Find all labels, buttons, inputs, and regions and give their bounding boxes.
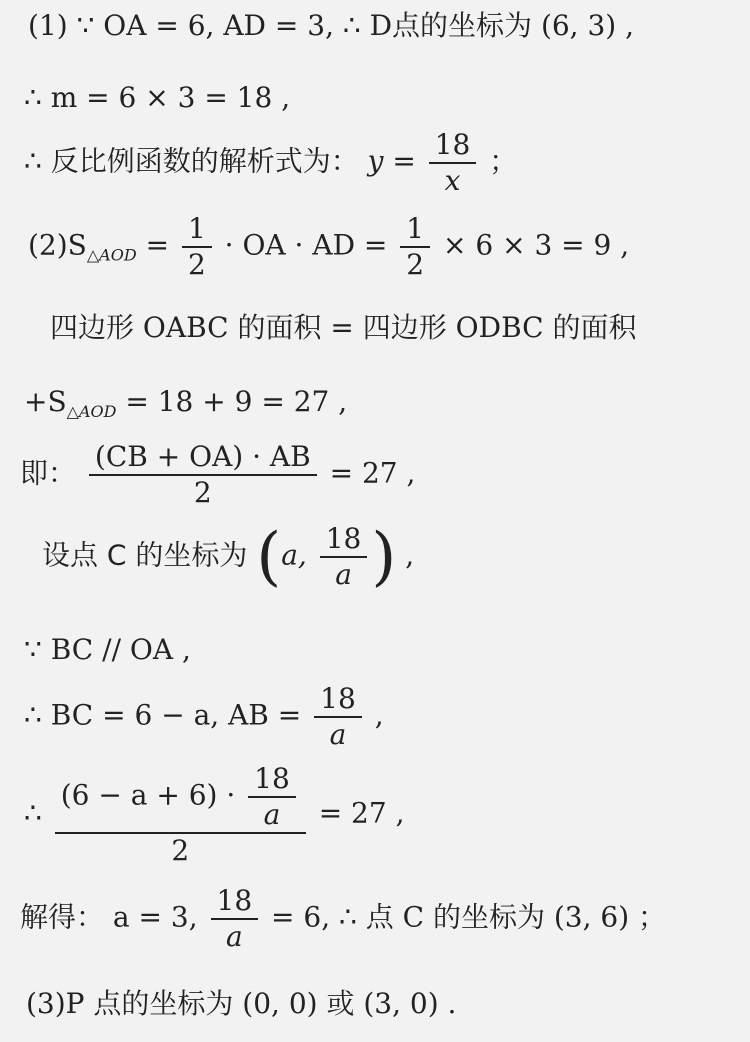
solution-line-8 [42,522,414,592]
line-3-prefix: ∴ 反比例函数的解析式为： [24,144,359,178]
line-7-denominator: 2 [193,476,212,509]
line-4-suffix: × 6 × 3 = 9 , [443,228,630,262]
line-10-numerator: 18 [320,682,356,715]
solution-line-10 [24,682,384,752]
line-11-denominator: 2 [171,834,190,867]
line-12-suffix: = 6, ∴ 点 C 的坐标为 (3, 6) ； [271,900,667,934]
line-7-fraction [89,440,317,510]
line-4-equals: = [145,228,170,262]
solution-line-9 [24,632,191,668]
line-11-prefix: ∴ [24,796,42,830]
line-12-numerator: 18 [216,884,253,917]
line-4-middle: · OA · AD = [224,228,388,262]
line-11-suffix: = 27 , [318,796,405,830]
line-10-denominator: a [329,718,347,751]
line-11-fraction [55,762,306,868]
line-6-prefix: +S [24,385,67,418]
solution-line-5 [50,310,636,346]
line-3-numerator: 18 [434,128,471,161]
solution-line-2 [24,80,290,116]
line-12-denominator: a [225,920,243,953]
line-11-numerator-text: (6 − a + 6) · [60,778,236,812]
solution-line-4 [28,212,629,282]
line-10-fraction [314,682,362,752]
line-4-prefix: (2)S [28,228,87,262]
solution-line-3 [24,128,517,198]
line-11-numerator [55,762,306,832]
line-11-inner-numerator: 18 [254,762,290,795]
right-paren: ) [371,520,397,594]
line-6-subscript: △AOD [66,402,117,421]
line-12-prefix: 解得： [20,900,105,934]
line-4-fraction-1 [182,212,212,282]
line-7-prefix: 即： [20,456,77,490]
line-3-fraction [429,128,477,198]
solution-line-1 [28,8,634,44]
line-8-inner: a, [281,538,307,572]
line-8-denominator: a [335,558,352,591]
solution-line-13 [26,986,456,1022]
line-8-suffix: , [405,538,415,572]
line-7-suffix: = 27 , [329,456,416,490]
line-3-suffix: ； [489,144,518,178]
line-9-text: ∵ BC // OA , [24,633,191,666]
line-4-fraction-2 [400,212,430,282]
line-6-suffix: = 18 + 9 = 27 , [125,385,348,418]
line-7-numerator: (CB + OA) · AB [94,440,311,473]
line-13-text: (3)P 点的坐标为 (0, 0) 或 (3, 0) . [26,987,457,1020]
line-12-fraction [211,884,259,954]
line-8-numerator: 18 [325,522,362,555]
line-12-middle: a = 3, [112,900,198,934]
solution-line-7 [20,440,415,510]
left-paren: ( [256,520,282,594]
line-5-text: 四边形 OABC 的面积 = 四边形 ODBC 的面积 [50,311,637,344]
line-3-lhs: y = [367,144,416,178]
line-11-inner-denominator: a [263,798,281,831]
line-4-numerator-2: 1 [406,212,425,245]
solution-line-6 [24,384,347,430]
line-4-subscript: △AOD [86,245,137,265]
line-4-denominator-2: 2 [406,248,425,281]
line-4-numerator-1: 1 [187,212,206,245]
line-2-text: ∴ m = 6 × 3 = 18 , [24,81,291,114]
line-10-suffix: , [374,698,384,732]
line-4-denominator-1: 2 [187,248,206,281]
line-3-denominator: x [444,164,461,197]
line-10-prefix: ∴ BC = 6 − a, AB = [24,698,302,732]
solution-line-11 [24,762,404,868]
solution-line-12 [20,884,666,954]
line-1-text: (1) ∵ OA = 6, AD = 3, ∴ D点的坐标为 (6, 3) , [28,9,635,42]
line-11-inner-fraction [248,762,296,832]
line-8-fraction [320,522,368,592]
line-8-prefix: 设点 C 的坐标为 [42,538,248,572]
